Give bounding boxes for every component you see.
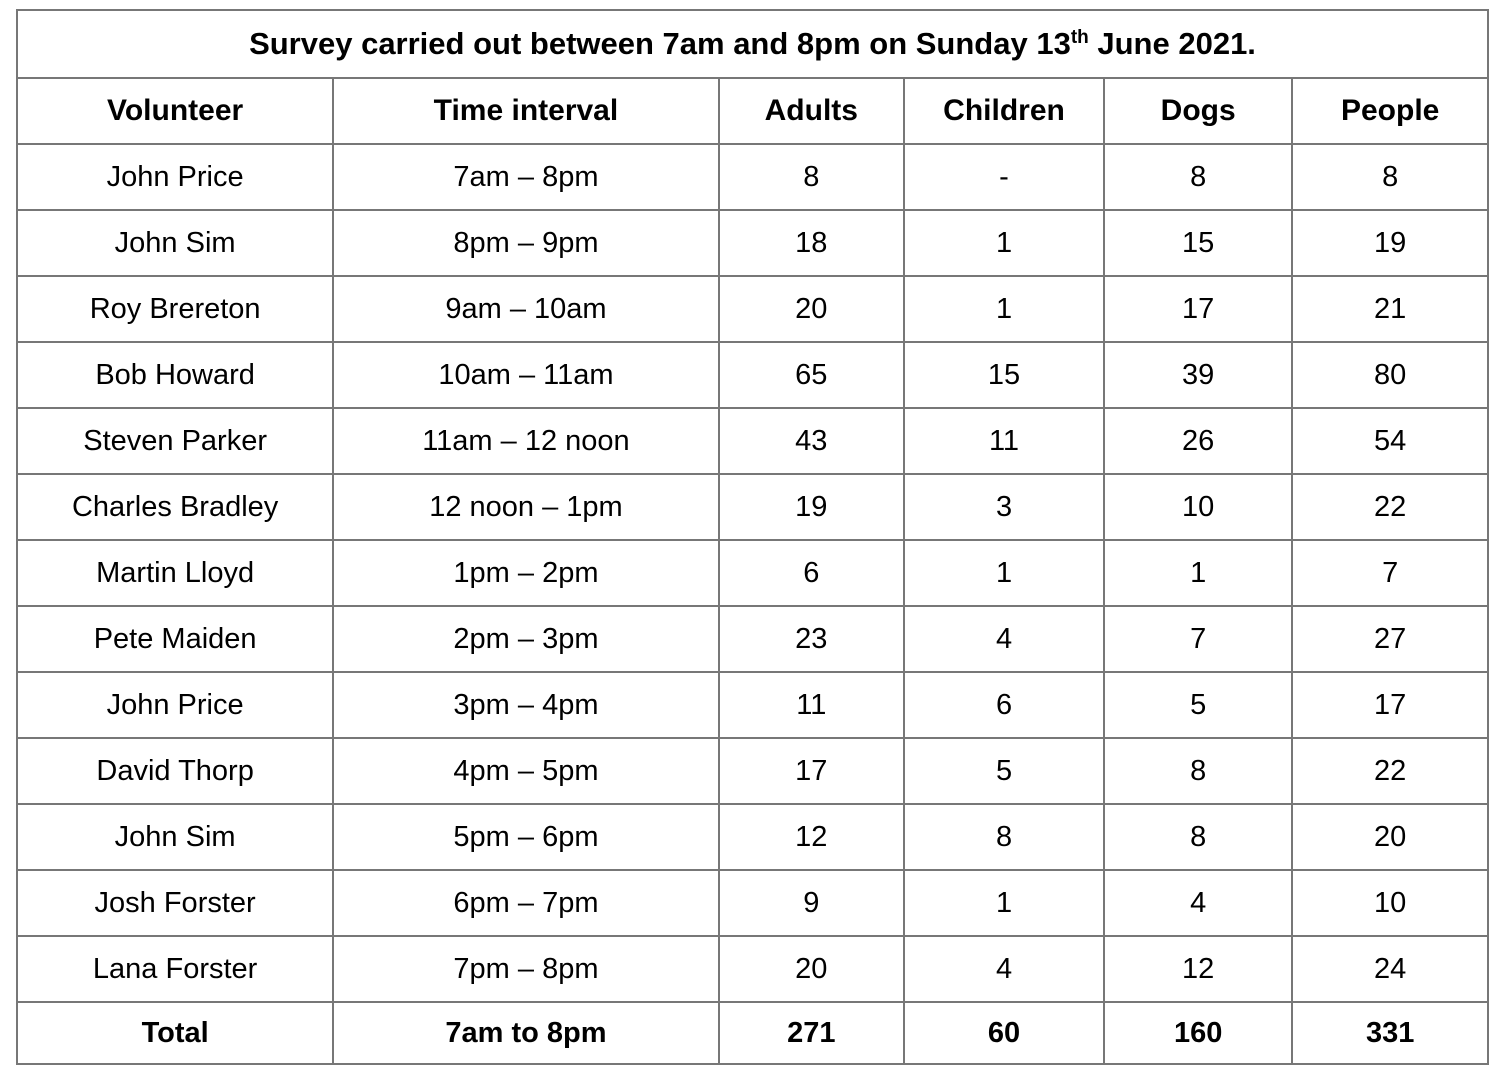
table-row [17,144,1488,210]
cell-time-interval: 9am – 10am [333,276,718,342]
total-row [17,1002,1488,1064]
table-row [17,276,1488,342]
total-dogs: 160 [1104,1002,1292,1064]
cell-children: 1 [904,276,1104,342]
ordinal-superscript: th [1070,27,1089,48]
cell-people: 22 [1292,474,1488,540]
cell-dogs: 17 [1104,276,1292,342]
header-people: People [1292,78,1488,144]
cell-people: 20 [1292,804,1488,870]
cell-people: 21 [1292,276,1488,342]
total-people: 331 [1292,1002,1488,1064]
cell-adults: 12 [719,804,904,870]
cell-dogs: 12 [1104,936,1292,1002]
header-children: Children [904,78,1104,144]
cell-volunteer: John Sim [17,804,333,870]
cell-dogs: 8 [1104,804,1292,870]
cell-dogs: 10 [1104,474,1292,540]
cell-adults: 18 [719,210,904,276]
cell-dogs: 26 [1104,408,1292,474]
cell-adults: 20 [719,936,904,1002]
cell-dogs: 8 [1104,738,1292,804]
cell-adults: 43 [719,408,904,474]
cell-time-interval: 12 noon – 1pm [333,474,718,540]
table-row [17,870,1488,936]
cell-volunteer: Roy Brereton [17,276,333,342]
header-adults: Adults [719,78,904,144]
cell-adults: 6 [719,540,904,606]
cell-people: 17 [1292,672,1488,738]
total-adults: 271 [719,1002,904,1064]
cell-children: 11 [904,408,1104,474]
table-row [17,804,1488,870]
cell-time-interval: 3pm – 4pm [333,672,718,738]
cell-dogs: 1 [1104,540,1292,606]
cell-people: 27 [1292,606,1488,672]
cell-people: 80 [1292,342,1488,408]
cell-volunteer: Josh Forster [17,870,333,936]
cell-volunteer: Steven Parker [17,408,333,474]
cell-time-interval: 10am – 11am [333,342,718,408]
title-suffix: June 2021. [1088,26,1256,61]
cell-people: 7 [1292,540,1488,606]
cell-time-interval: 4pm – 5pm [333,738,718,804]
cell-children: 4 [904,936,1104,1002]
cell-children: 3 [904,474,1104,540]
cell-people: 10 [1292,870,1488,936]
cell-volunteer: Lana Forster [17,936,333,1002]
table-row [17,672,1488,738]
cell-time-interval: 11am – 12 noon [333,408,718,474]
cell-children: 1 [904,870,1104,936]
table-row [17,342,1488,408]
cell-volunteer: David Thorp [17,738,333,804]
cell-people: 19 [1292,210,1488,276]
cell-children: 1 [904,210,1104,276]
cell-time-interval: 5pm – 6pm [333,804,718,870]
cell-dogs: 39 [1104,342,1292,408]
cell-time-interval: 7pm – 8pm [333,936,718,1002]
table-row [17,210,1488,276]
cell-volunteer: John Sim [17,210,333,276]
table-row [17,738,1488,804]
cell-children: 4 [904,606,1104,672]
cell-adults: 9 [719,870,904,936]
cell-adults: 19 [719,474,904,540]
survey-table [16,9,1489,1065]
table-row [17,474,1488,540]
cell-time-interval: 7am – 8pm [333,144,718,210]
cell-people: 8 [1292,144,1488,210]
total-time-interval: 7am to 8pm [333,1002,718,1064]
total-label: Total [17,1002,333,1064]
cell-children: 5 [904,738,1104,804]
cell-people: 54 [1292,408,1488,474]
table-title [17,10,1488,78]
table-row [17,606,1488,672]
cell-time-interval: 2pm – 3pm [333,606,718,672]
cell-volunteer: Pete Maiden [17,606,333,672]
header-time-interval: Time interval [333,78,718,144]
cell-adults: 65 [719,342,904,408]
cell-time-interval: 8pm – 9pm [333,210,718,276]
title-row [17,10,1488,78]
total-children: 60 [904,1002,1104,1064]
cell-adults: 20 [719,276,904,342]
cell-children: - [904,144,1104,210]
cell-children: 1 [904,540,1104,606]
cell-dogs: 7 [1104,606,1292,672]
cell-time-interval: 1pm – 2pm [333,540,718,606]
cell-volunteer: Bob Howard [17,342,333,408]
table-row [17,408,1488,474]
cell-time-interval: 6pm – 7pm [333,870,718,936]
title-prefix: Survey carried out between 7am and 8pm on Sunday 13 [249,26,1071,61]
header-dogs: Dogs [1104,78,1292,144]
cell-dogs: 15 [1104,210,1292,276]
cell-adults: 8 [719,144,904,210]
cell-children: 8 [904,804,1104,870]
table-row [17,936,1488,1002]
cell-dogs: 8 [1104,144,1292,210]
cell-people: 24 [1292,936,1488,1002]
cell-children: 6 [904,672,1104,738]
cell-adults: 11 [719,672,904,738]
cell-people: 22 [1292,738,1488,804]
cell-volunteer: John Price [17,672,333,738]
cell-adults: 23 [719,606,904,672]
cell-volunteer: Charles Bradley [17,474,333,540]
cell-volunteer: Martin Lloyd [17,540,333,606]
header-row [17,78,1488,144]
header-volunteer: Volunteer [17,78,333,144]
cell-adults: 17 [719,738,904,804]
cell-dogs: 4 [1104,870,1292,936]
table-row [17,540,1488,606]
cell-children: 15 [904,342,1104,408]
cell-volunteer: John Price [17,144,333,210]
cell-dogs: 5 [1104,672,1292,738]
